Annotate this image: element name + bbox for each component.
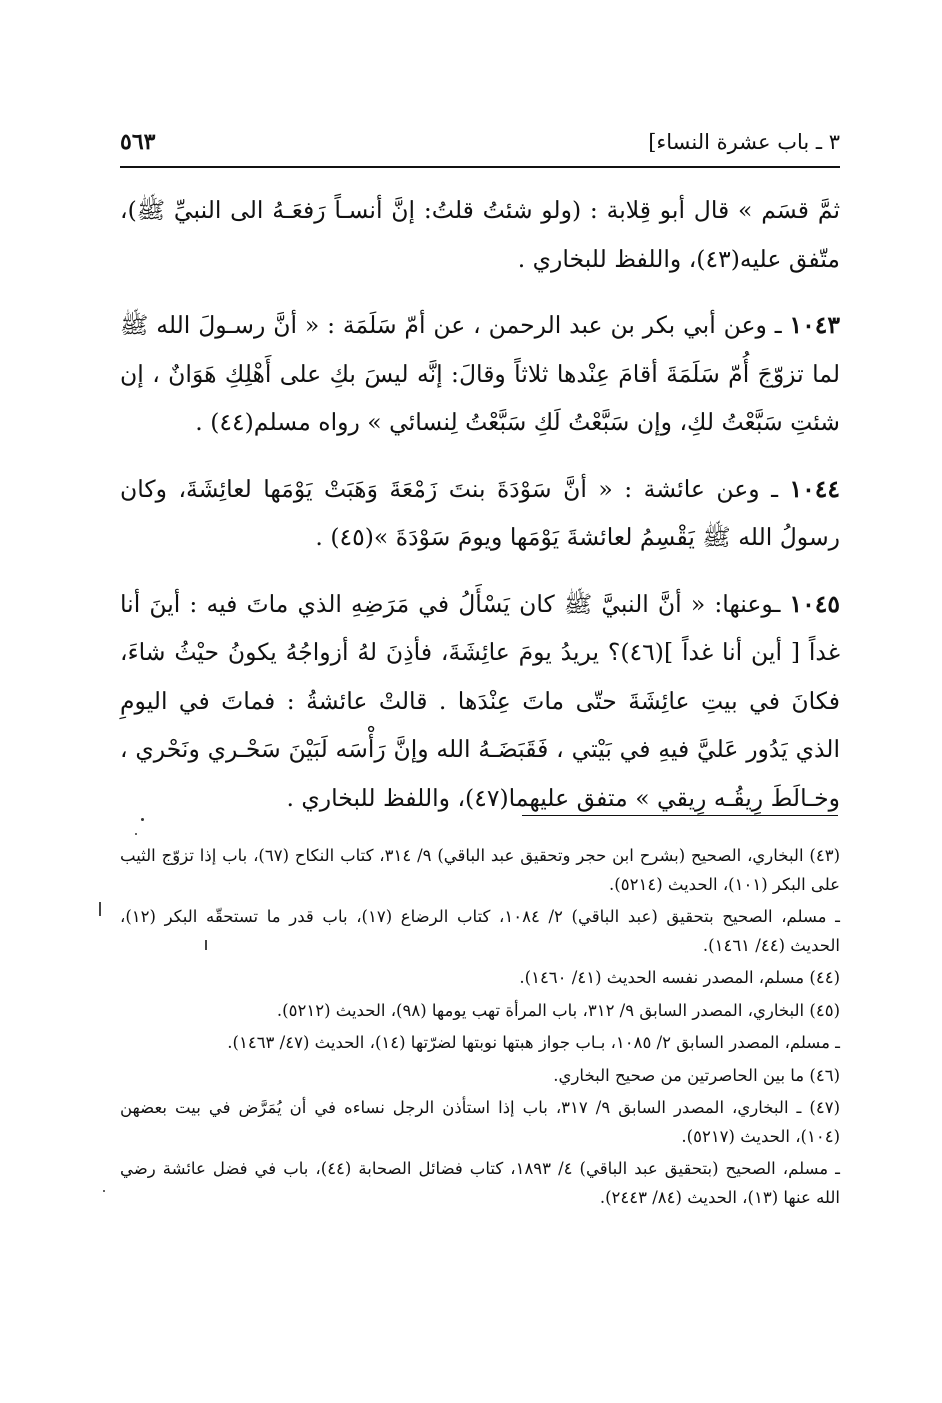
header-rule [120,166,840,168]
hadith-1044 [120,465,840,562]
main-text [120,186,840,840]
footnote-47: (٤٧) ـ البخاري، المصدر السابق ٩/ ٣١٧، باب إذا استأذن الرجل نساءه في أن يُمَرَّض في بيت بعضهن (١٠٤)، الحديث (٥٢١٧). [120,1098,840,1146]
footnote-45: (٤٥) البخاري، المصدر السابق ٩/ ٣١٢، باب المرأة تهب يومها (٩٨)، الحديث (٥٢١٢). [276,1000,840,1020]
footnote-43-cont: ـ مسلم، الصحيح بتحقيق (عبد الباقي) ٢/ ١٠٨٤، كتاب الرضاع (١٧)، باب قدر ما تستحقّه البكر (١٢)، الحديث (٤٤/ ١٤٦١). [120,907,840,955]
footnote-46: (٤٦) ما بين الحاصرتين من صحيح البخاري. [553,1065,840,1085]
chapter-title: ٣ ـ باب عشرة النساء] [648,130,840,154]
footnotes [120,842,840,1212]
paragraph-text: ثمَّ قسَم » قال أبو قِلابة : (ولو شئتُ قلتُ: إنَّ أنسـاً رَفعَـهُ الى النبيِّ ﷺ)، متّفق عليه(٤٣)، واللفظ للبخاري . [120,196,840,273]
scan-mark [99,902,101,916]
hadith-1045 [120,580,840,823]
scan-speck [135,833,137,835]
paragraph-text: ـ وعن أبي بكر بن عبد الرحمن ، عن أمّ سَلَمَة : « أنَّ رسـولَ الله ﷺ لما تزوّجَ أُمّ سَلَمَةَ أقامَ عِنْدها ثلاثاً وقالَ: إنَّه ليسَ بكِ على أَهْلِكِ هَوَانٌ ، إن شئتِ سَبَّعْتُ لكِ، وإن سَبَّعْتُ لَكِ سَبَّعْتُ لِنسائي » رواه مسلم(٤٤) . [120,311,840,436]
footnote-43: (٤٣) البخاري، الصحيح (بشرح ابن حجر وتحقيق عبد الباقي) ٩/ ٣١٤، كتاب النكاح (٦٧)، باب إذا تزوّج الثيب على البكر (١٠١)، الحديث (٥٢١٤). [120,846,840,894]
hadith-number: ١٠٤٥ [789,589,840,618]
footnote-44: (٤٤) مسلم، المصدر نفسه الحديث (٤١/ ١٤٦٠). [519,968,840,987]
scan-speck [103,1190,105,1192]
paragraph-text: ـ وعن عائشة : « أنَّ سَوْدَةَ بنتَ زَمْعَةَ وَهَبَتْ يَوْمَها لعائِشَةَ، وكان رسولُ الله ﷺ يَقْسِمُ لعائشةَ يَوْمَها ويومَ سَوْدَةَ »(٤٥) . [120,474,840,551]
scan-speck [141,818,144,821]
paragraph-text: ـوعنها: « أنَّ النبيَّ ﷺ كان يَسْأَلُ في مَرَضِهِ الذي ماتَ فيه : أينَ أنا غداً [ أين أنا غداً ](٤٦)؟ يريدُ يومَ عائِشَةَ، فأذِنَ لهُ أزواجُهُ يكونُ حيْثُ شاءَ، فكانَ في بيتِ عائِشَةَ حتّى ماتَ عِنْدَها . قالتْ عائشةُ : فماتَ في اليومِ الذي يَدُور عَليَّ فيهِ في بَيْتي ، فَقَبَضَـهُ الله وإنَّ رَأْسَه لَبَيْنَ سَحْـري ونَحْري ، وخـالَطَ رِيقُـه رِيقي » متفق عليهما(٤٧)، واللفظ للبخاري . [120,589,840,812]
footnote-47-cont: ـ مسلم، الصحيح (بتحقيق عبد الباقي) ٤/ ١٨٩٣، كتاب فضائل الصحابة (٤٤)، باب في فضل عائشة رضي الله عنها (١٣)، الحديث (٨٤/ ٢٤٤٣). [120,1159,840,1207]
paragraph-continuation [120,186,840,283]
page-number: ٥٦٣ [120,129,156,155]
hadith-number: ١٠٤٣ [789,311,840,339]
footnote-45-cont: ـ مسلم، المصدر السابق ٢/ ١٠٨٥، بـاب جواز هبتها نوبتها لضرّتها (١٤)، الحديث (٤٧/ ١٤٦٣). [227,1033,840,1052]
scan-mark [205,940,207,950]
hadith-1043 [120,301,840,447]
hadith-number: ١٠٤٤ [789,474,840,503]
footnote-rule [522,815,838,816]
running-header [120,122,840,162]
